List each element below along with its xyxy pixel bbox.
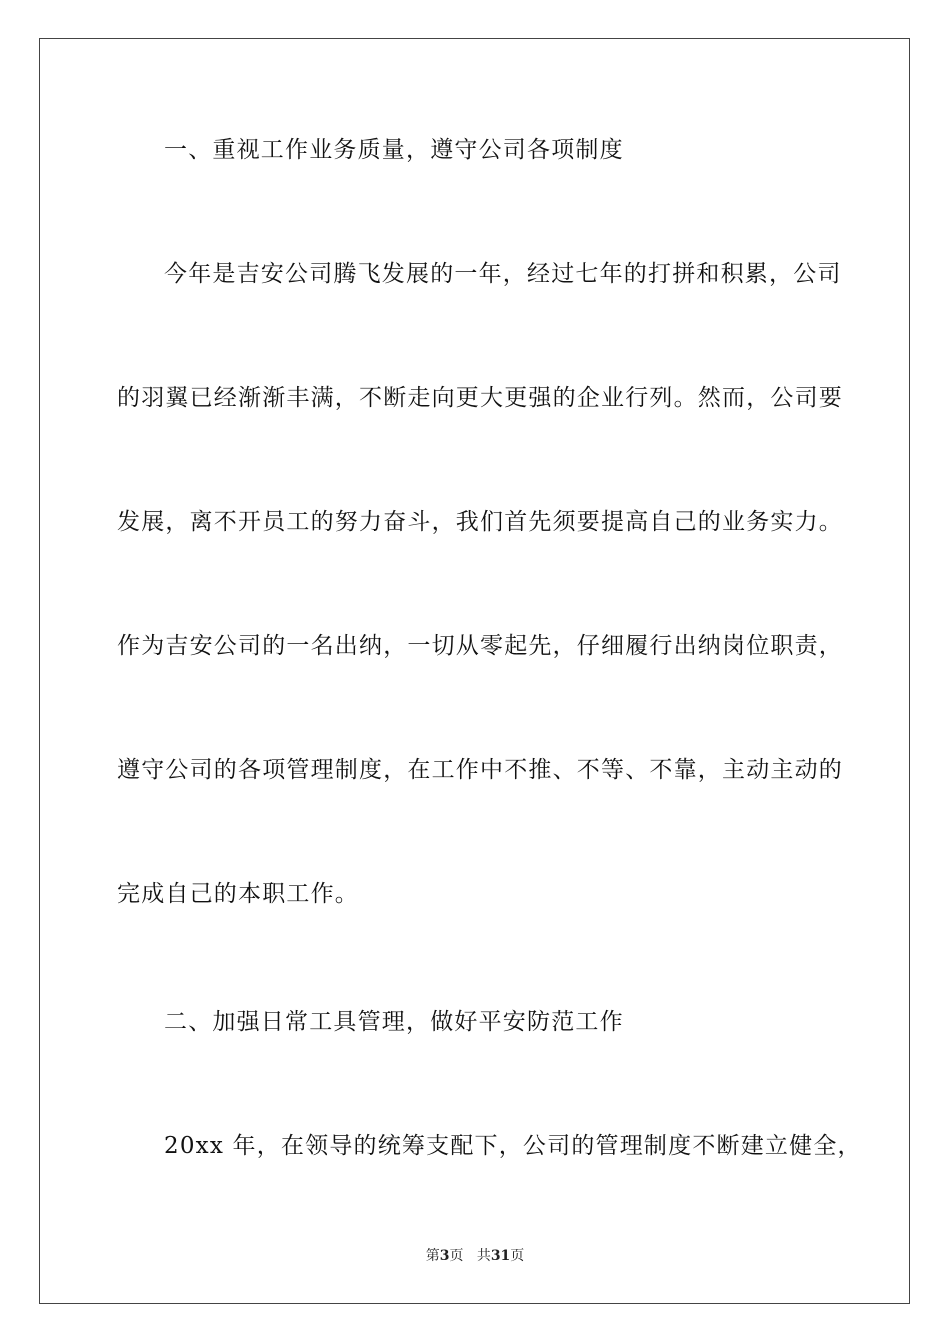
footer-page-number: 3 [439, 1248, 450, 1264]
paragraph-line: 作为吉安公司的一名出纳，一切从零起先，仔细履行出纳岗位职责， [117, 633, 843, 659]
paragraph-line: 发展，离不开员工的努力奋斗，我们首先须要提高自己的业务实力。 [117, 509, 843, 535]
footer-page-prefix: 第 [425, 1248, 440, 1264]
footer-total-prefix: 共 [476, 1248, 491, 1264]
page-footer [0, 1247, 950, 1265]
section-heading-1: 一、重视工作业务质量，遵守公司各项制度 [164, 137, 624, 163]
paragraph-line: 完成自己的本职工作。 [117, 881, 359, 907]
paragraph-line: 遵守公司的各项管理制度，在工作中不推、不等、不靠，主动主动的 [117, 757, 843, 783]
paragraph-line: 20xx 年，在领导的统筹支配下，公司的管理制度不断建立健全， [164, 1133, 862, 1159]
paragraph-line: 今年是吉安公司腾飞发展的一年，经过七年的打拼和积累，公司 [164, 261, 842, 287]
footer-total-suffix: 页 [510, 1248, 525, 1264]
paragraph-line: 的羽翼已经渐渐丰满，不断走向更大更强的企业行列。然而，公司要 [117, 385, 843, 411]
page-border [39, 38, 910, 1304]
footer-total-number: 31 [490, 1248, 511, 1264]
footer-page-suffix: 页 [449, 1248, 464, 1264]
section-heading-2: 二、加强日常工具管理，做好平安防范工作 [164, 1009, 624, 1035]
